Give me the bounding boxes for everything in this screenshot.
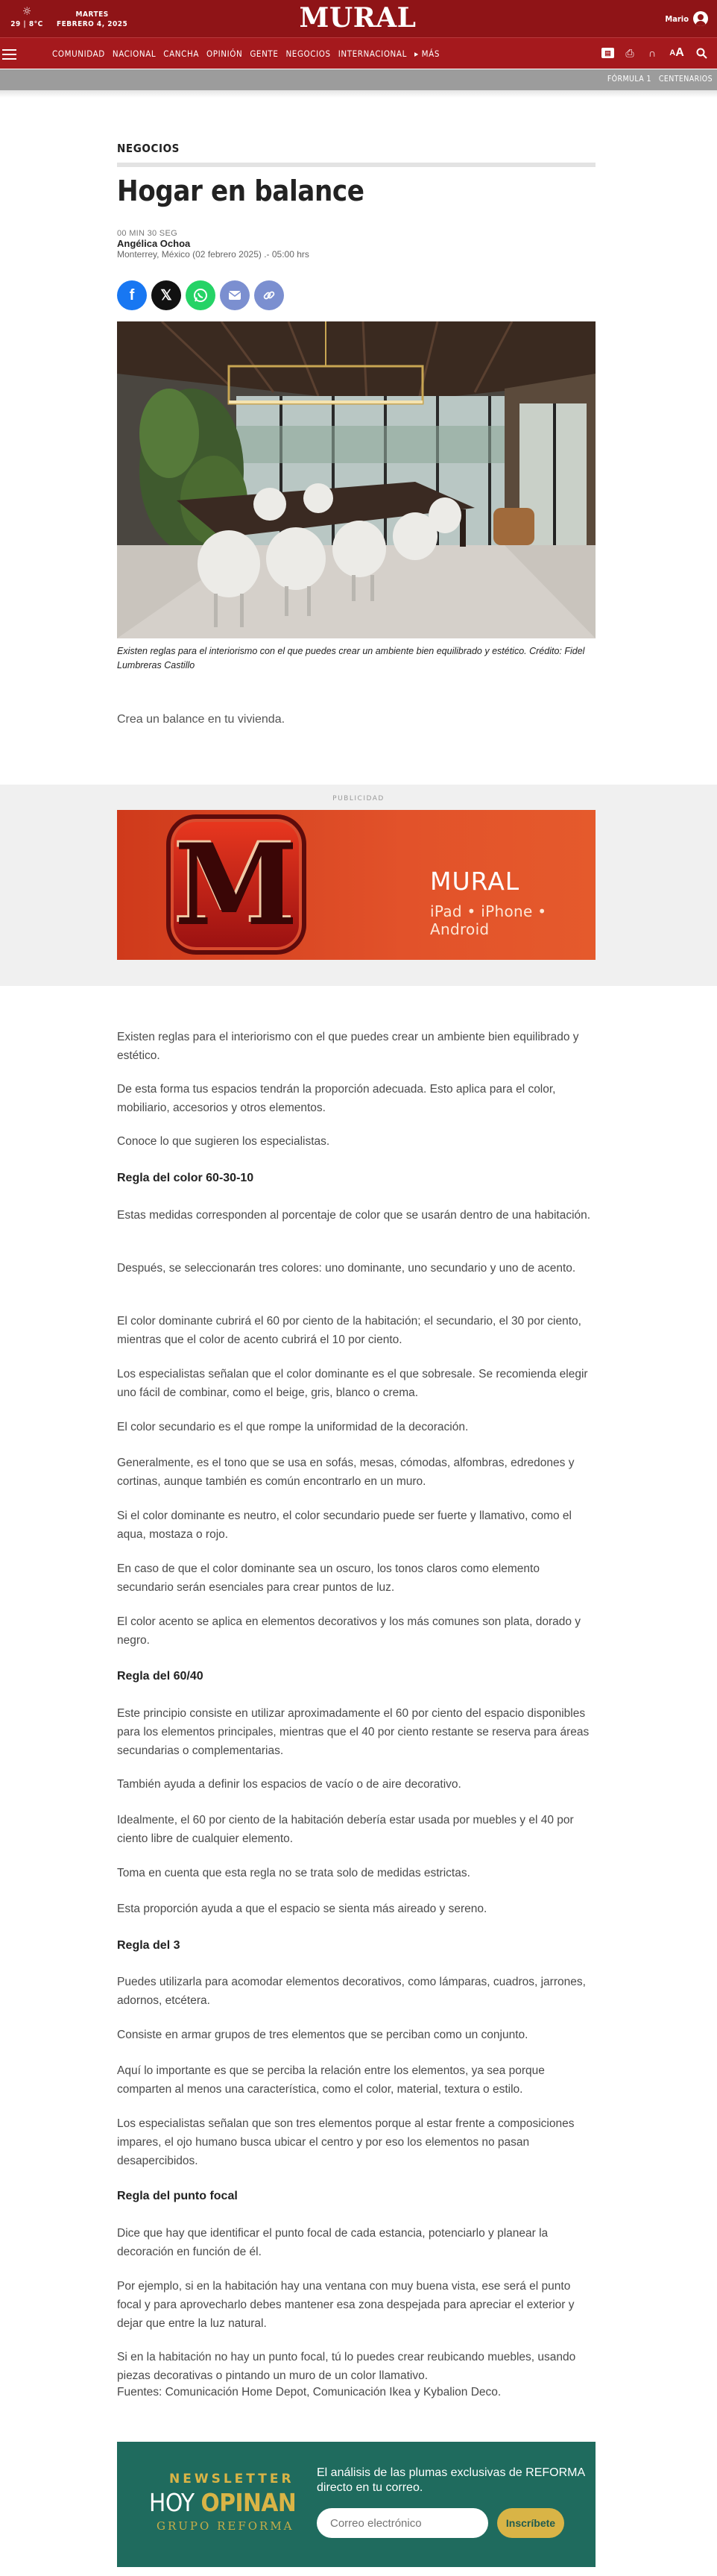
subnav-link-centenarios[interactable]: CENTENARIOS — [658, 75, 713, 84]
email-input[interactable] — [317, 2508, 488, 2538]
app-promo-banner[interactable] — [117, 810, 596, 960]
main-navigation — [0, 37, 717, 69]
article-photo[interactable] — [117, 321, 596, 638]
photo-caption: Existen reglas para el interiorismo con el que puedes crear un ambiente bien equilibrado y estético. Crédito: Fidel Lumbreras Castillo — [117, 646, 585, 670]
user-avatar-icon — [693, 11, 708, 26]
dateline: Monterrey, México (02 febrero 2025) .- 05:00 hrs — [117, 249, 309, 260]
newsletter-brand-b: OPINAN — [200, 2488, 297, 2517]
subheading: Regla del punto focal — [117, 2190, 238, 2202]
paragraph: Si el color dominante es neutro, el color secundario puede ser fuerte y llamativo, como el aqua, mostaza o rojo. — [117, 1510, 572, 1541]
section-label[interactable]: NEGOCIOS — [117, 142, 180, 155]
ad-label: PUBLICIDAD — [332, 795, 385, 802]
mural-app-icon — [166, 814, 306, 955]
paragraph: Por ejemplo, si en la habitación hay una ventana con muy buena vista, ese será el punto focal y para aprovecharlo debes mantener esa zona despejada para apreciar el exterior y dejar que entre la luz natural. — [117, 2280, 575, 2330]
paragraph: También ayuda a definir los espacios de vacío o de aire decorativo. — [117, 1778, 461, 1791]
paragraph: Idealmente, el 60 por ciento de la habitación debería estar usada por muebles y el 40 por ciento libre de cualquier elemento. — [117, 1814, 574, 1845]
app-icon-letter: M — [174, 820, 299, 951]
paragraph: Si en la habitación no hay un punto focal, tú lo puedes crear reubicando muebles, usando piezas decorativas o pintando un muro de un color llamativo. — [117, 2351, 576, 2382]
facebook-share-icon[interactable]: f — [117, 280, 147, 310]
subheading: Regla del color 60-30-10 — [117, 1172, 254, 1184]
paragraph: Este principio consiste en utilizar aproximadamente el 60 por ciento del espacio disponibles para los elementos principales, mientras que el 40 por ciento restante se reserva para áreas secundarias o complementarias. — [117, 1707, 590, 1757]
paragraph: Toma en cuenta que esta regla no se trata solo de medidas estrictas. — [117, 1867, 470, 1879]
search-icon[interactable] — [695, 46, 708, 60]
paragraph: El color dominante cubrirá el 60 por ciento de la habitación; el secundario, el 30 por ciento, mientras que el color de acento cubrirá el 10 por ciento. — [117, 1315, 581, 1346]
newsletter-message: El análisis de las plumas exclusivas de REFORMA directo en tu correo. — [317, 2466, 585, 2494]
newsletter-brand-a: HOY — [149, 2488, 195, 2517]
paragraph: Dice que hay que identificar el punto focal de cada estancia, potenciarlo y planear la decoración en función de él. — [117, 2227, 549, 2258]
headphones-icon[interactable]: ∩ — [648, 47, 657, 59]
paragraph: En caso de que el color dominante sea un oscuro, los tonos claros como elemento secundario serán esenciales para crear puntos de luz. — [117, 1562, 540, 1594]
paragraph: Generalmente, es el tono que se usa en sofás, mesas, cómodas, alfombras, edredones y cortinas, aunque también es común encontrarlo en un muro. — [117, 1457, 575, 1488]
nav-item-mas[interactable]: ▸ MÁS — [414, 48, 440, 59]
nav-item-negocios[interactable]: NEGOCIOS — [285, 48, 331, 59]
paragraph: Después, se seleccionarán tres colores: uno dominante, uno secundario y uno de acento. — [117, 1262, 576, 1275]
newsletter-kicker: NEWSLETTER — [169, 2472, 294, 2487]
article-title: Hogar en balance — [117, 175, 364, 207]
ad-platforms: iPad • iPhone • Android — [430, 902, 547, 938]
read-time: 00 MIN 30 SEG — [117, 229, 177, 238]
site-logo[interactable]: MURAL — [299, 2, 417, 34]
sun-icon: ☼ — [22, 4, 32, 18]
article-lead: Crea un balance en tu vivienda. — [117, 713, 285, 726]
nav-item-comunidad[interactable]: COMUNIDAD — [52, 48, 105, 59]
divider — [0, 90, 717, 98]
newsletter-brand-sub: GRUPO REFORMA — [157, 2519, 294, 2533]
text-size-icon[interactable]: A A — [669, 46, 684, 59]
user-menu[interactable] — [665, 11, 708, 26]
section-rule — [117, 163, 596, 167]
paragraph: Existen reglas para el interiorismo con el que puedes crear un ambiente bien equilibrado y estético. — [117, 1031, 579, 1062]
subnav-link-formula1[interactable]: FÓRMULA 1 — [607, 75, 651, 84]
whatsapp-share-icon[interactable] — [186, 280, 215, 310]
paragraph: Los especialistas señalan que el color dominante es el que sobresale. Se recomienda elegir uno fácil de combinar, como el beige, gris, blanco o crema. — [117, 1368, 588, 1399]
weather-widget[interactable] — [10, 6, 43, 28]
newsletter-signup — [117, 2442, 596, 2567]
copy-link-icon[interactable] — [254, 280, 284, 310]
paragraph: Aquí lo importante es que se perciba la relación entre los elementos, ya sea porque comparten al menos una característica, como el color, material, textura o estilo. — [117, 2064, 545, 2096]
paragraph: Los especialistas señalan que son tres elementos porque al estar frente a composiciones impares, el ojo humano busca ubicar el centro y por eso los elementos no pasan desapercibidos. — [117, 2117, 575, 2167]
sources-note: Fuentes: Comunicación Home Depot, Comunicación Ikea y Kybalion Deco. — [117, 2386, 502, 2398]
newspaper-icon[interactable]: ▤ — [601, 48, 614, 58]
author-name[interactable]: Angélica Ochoa — [117, 238, 191, 249]
print-icon[interactable]: ⎙ — [625, 47, 634, 59]
nav-icons — [601, 46, 708, 60]
subscribe-button[interactable]: Inscríbete — [497, 2508, 564, 2538]
nav-item-cancha[interactable]: CANCHA — [163, 48, 200, 59]
article-meta — [117, 228, 596, 260]
paragraph: El color secundario es el que rompe la uniformidad de la decoración. — [117, 1421, 469, 1433]
email-share-icon[interactable] — [220, 280, 250, 310]
top-bar — [0, 0, 717, 37]
nav-item-internacional[interactable]: INTERNACIONAL — [338, 48, 407, 59]
paragraph: Conoce lo que sugieren los especialistas. — [117, 1135, 330, 1148]
share-buttons — [117, 280, 284, 310]
temperature: 29 | 8°C — [10, 20, 43, 28]
subheading: Regla del 60/40 — [117, 1670, 203, 1683]
paragraph: Esta proporción ayuda a que el espacio se sienta más aireado y sereno. — [117, 1903, 487, 1915]
date-text: FEBRERO 4, 2025 — [57, 20, 128, 28]
nav-item-nacional[interactable]: NACIONAL — [112, 48, 157, 59]
paragraph: Consiste en armar grupos de tres elementos que se perciban como un conjunto. — [117, 2029, 528, 2041]
ad-brand: MURAL — [430, 867, 520, 896]
nav-items — [52, 48, 440, 59]
newsletter-brand — [149, 2488, 296, 2517]
sub-navigation — [0, 69, 717, 90]
paragraph: El color acento se aplica en elementos decorativos y los más comunes son plata, dorado y negro. — [117, 1615, 581, 1647]
user-name: Mario — [665, 13, 689, 24]
x-share-icon[interactable]: 𝕏 — [151, 280, 181, 310]
current-date — [57, 10, 127, 29]
paragraph: De esta forma tus espacios tendrán la proporción adecuada. Esto aplica para el color, mobiliario, accesorios y otros elementos. — [117, 1083, 556, 1114]
weekday: MARTES — [75, 10, 109, 19]
subheading: Regla del 3 — [117, 1939, 180, 1952]
nav-item-opinion[interactable]: OPINIÓN — [206, 48, 243, 59]
hamburger-menu-icon[interactable] — [2, 49, 16, 63]
nav-item-gente[interactable]: GENTE — [250, 48, 279, 59]
paragraph: Estas medidas corresponden al porcentaje de color que se usarán dentro de una habitación. — [117, 1209, 591, 1222]
paragraph: Puedes utilizarla para acomodar elementos decorativos, como lámparas, cuadros, jarrones, adornos, etcétera. — [117, 1976, 586, 2007]
